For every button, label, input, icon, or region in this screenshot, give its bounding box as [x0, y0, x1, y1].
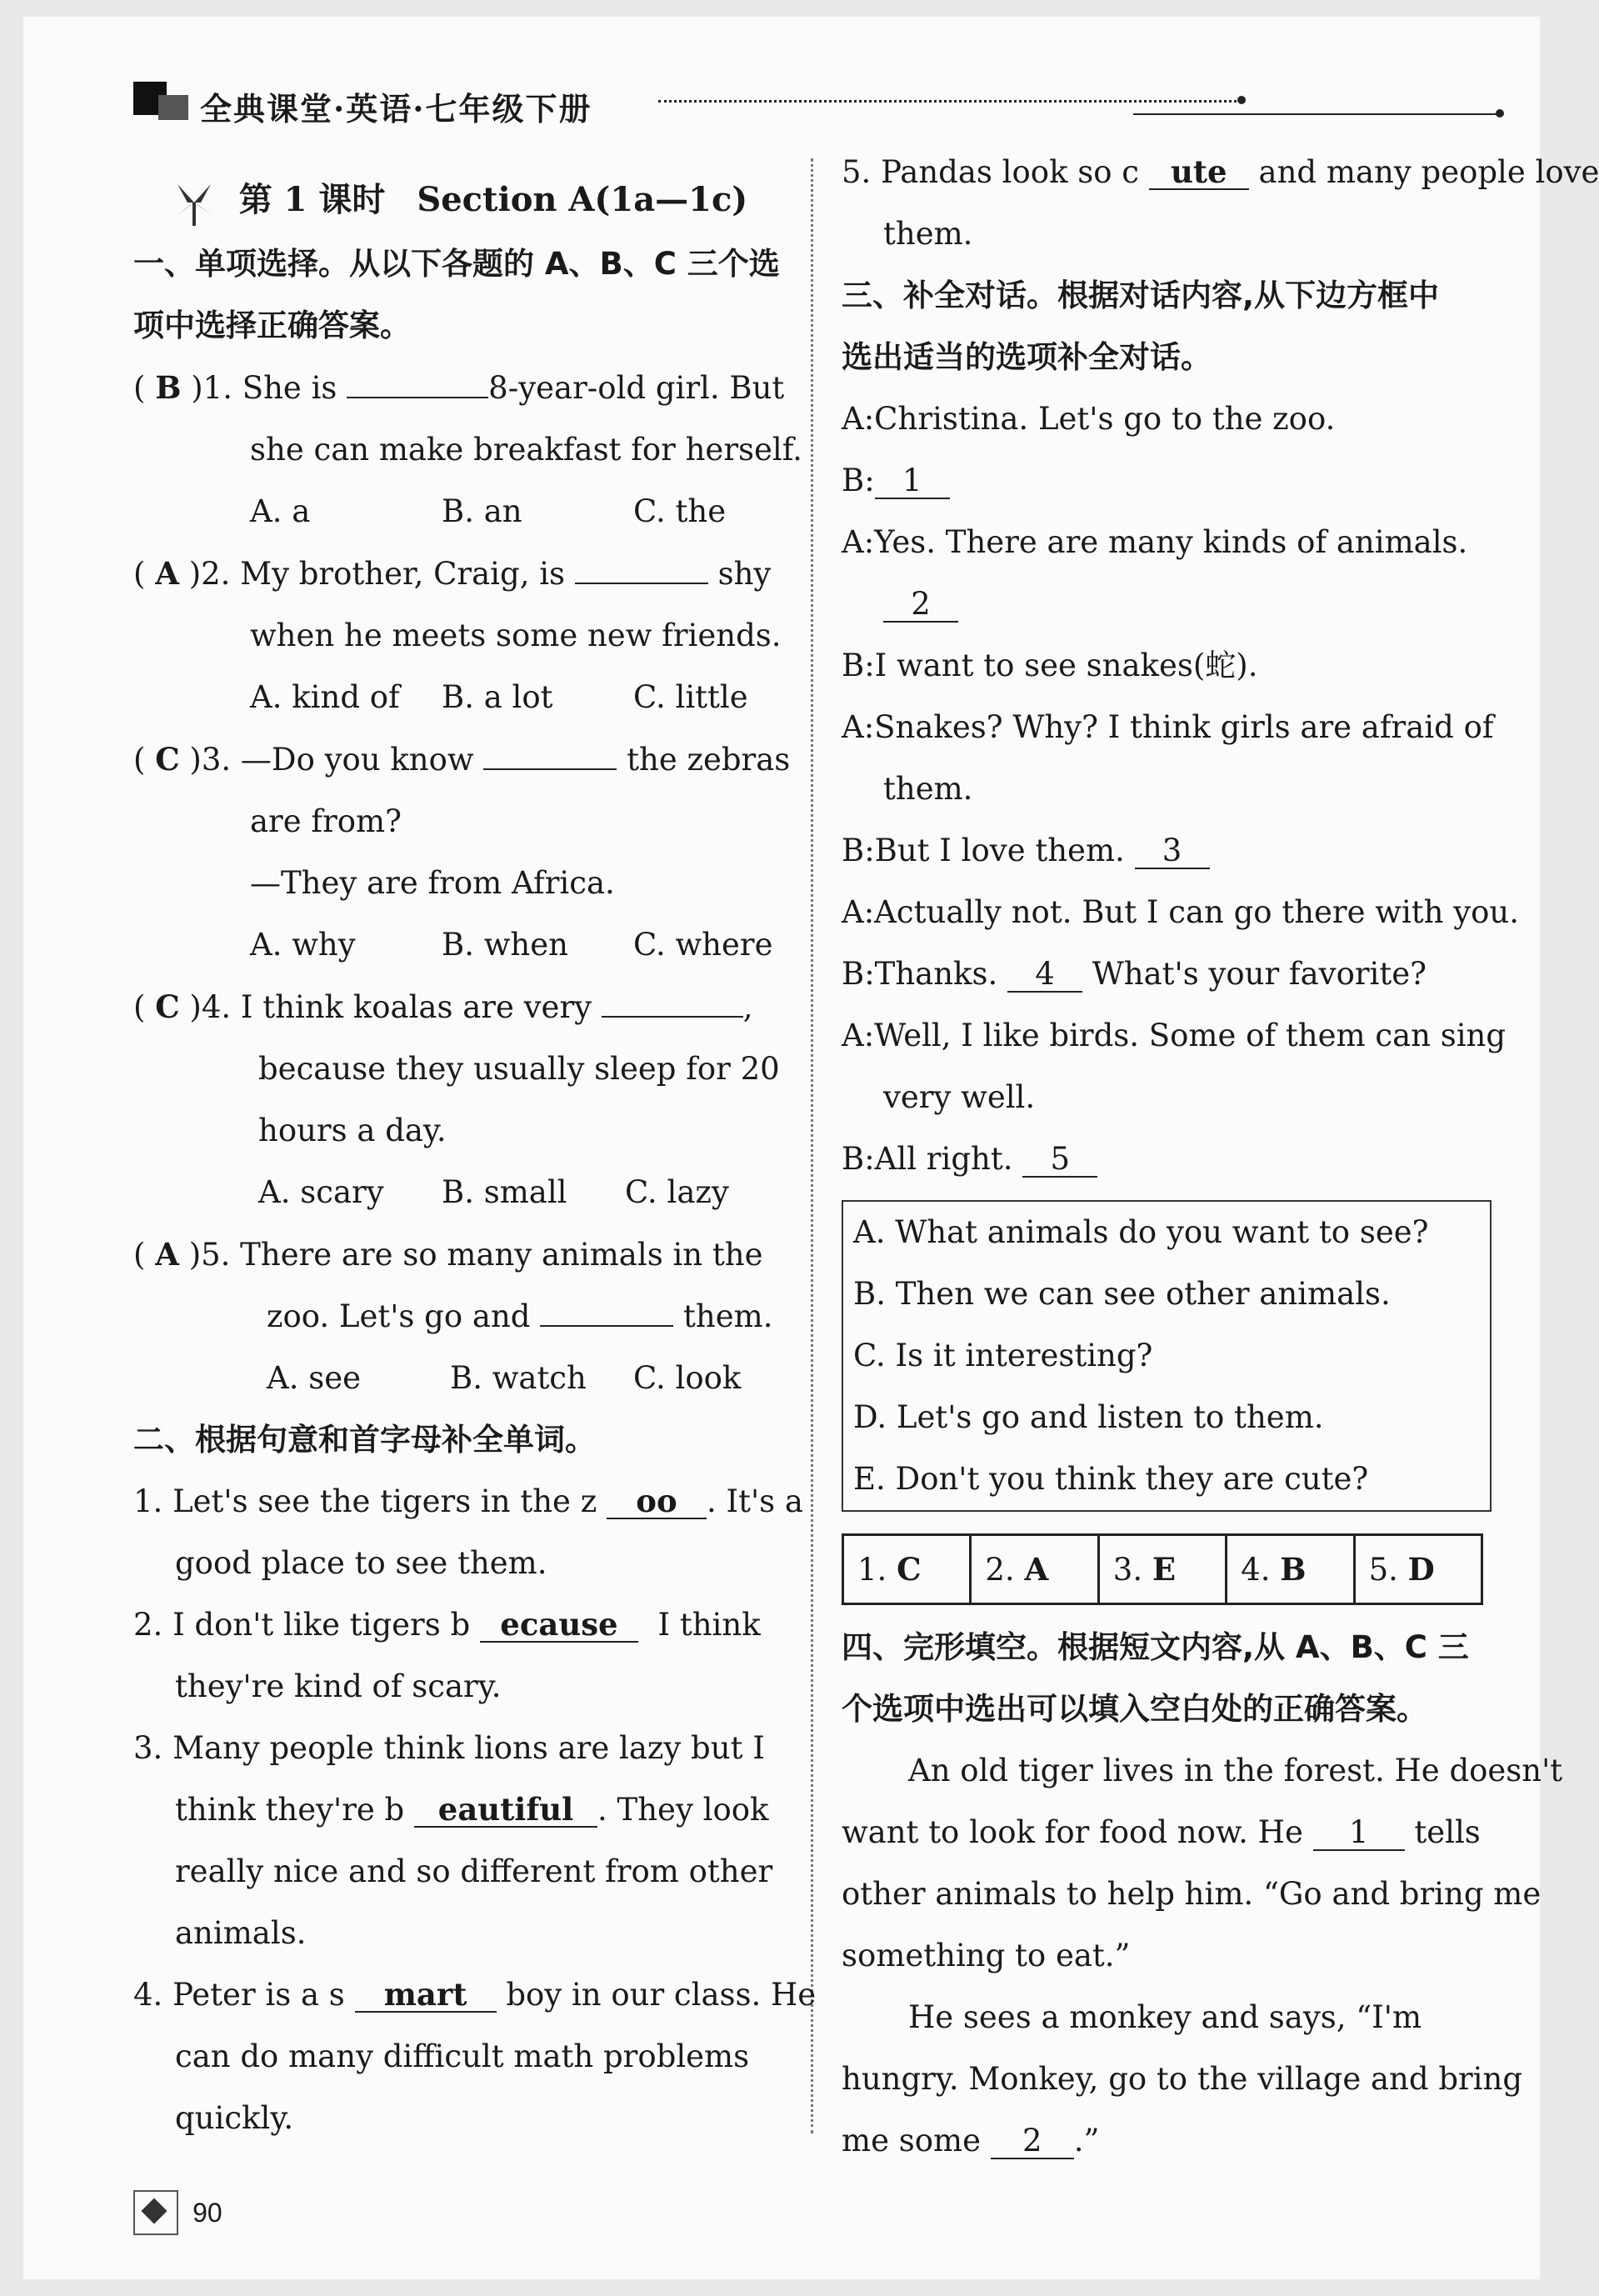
dialogue-line: very well.	[883, 1079, 1036, 1115]
dialogue-blank[interactable]: 2	[883, 588, 958, 623]
dialogue-text: B:Thanks.	[842, 956, 998, 992]
part4-heading: 四、完形填空。根据短文内容,从 A、B、C 三	[842, 1629, 1469, 1665]
options	[133, 481, 783, 543]
fill-5	[842, 142, 1599, 203]
sentence-text: I think	[657, 1607, 761, 1643]
passage-line: something to eat.”	[842, 1938, 1131, 1973]
answer-table	[842, 1533, 1483, 1605]
header-logo-mark-shadow	[158, 95, 188, 120]
part3-heading: 三、补全对话。根据对话内容,从下边方框中	[842, 278, 1440, 313]
question-text: ,	[742, 989, 753, 1025]
answer-num: 5.	[1368, 1551, 1398, 1588]
answer-blank[interactable]	[602, 1016, 743, 1018]
question-4: ( C )4. I think koalas are very ,	[133, 988, 753, 1025]
answer-mark: A	[155, 555, 179, 592]
answer-blank[interactable]	[483, 768, 617, 770]
dialogue-line	[842, 1128, 1492, 1190]
options	[133, 1162, 783, 1223]
part2-heading: 二、根据句意和首字母补全单词。	[133, 1422, 596, 1458]
header-dot	[1237, 96, 1246, 104]
sentence-text: and many people love	[1258, 154, 1599, 190]
lesson-number: 第 1 课时	[238, 180, 386, 219]
answer-val: C	[897, 1550, 922, 1588]
dialogue-text: B:But I love them.	[842, 833, 1125, 868]
passage-blank[interactable]: 1	[1313, 1816, 1405, 1851]
question-1: ( B )1. She is 8-year-old girl. But	[133, 369, 785, 406]
question-text: the zebras	[627, 742, 791, 778]
dialogue-line: them.	[883, 771, 973, 807]
dialogue-line: A:Yes. There are many kinds of animals.	[842, 524, 1468, 560]
question-text: she can make breakfast for herself.	[250, 432, 802, 468]
filled-blank[interactable]: eautiful	[414, 1793, 597, 1828]
passage-text: me some	[842, 2123, 981, 2158]
option-c: C. little	[633, 679, 748, 715]
question-text: )1. She is	[191, 370, 337, 406]
options	[133, 1348, 783, 1409]
dialogue-blank[interactable]: 5	[1022, 1143, 1097, 1178]
dialogue-line	[842, 820, 1492, 882]
page-number: 90	[192, 2197, 222, 2228]
question-text: )2. My brother, Craig, is	[188, 556, 566, 592]
header-title: 全典课堂·英语·七年级下册	[200, 90, 592, 128]
sentence-text: can do many difficult math problems	[175, 2038, 750, 2074]
answer-cell	[1354, 1535, 1482, 1604]
fill-3: 3. Many people think lions are lazy but I	[133, 1730, 765, 1766]
question-text: 8-year-old girl. But	[488, 370, 785, 406]
passage-blank[interactable]: 2	[991, 2124, 1074, 2159]
answer-mark: C	[155, 988, 180, 1025]
dialogue-line: A:Snakes? Why? I think girls are afraid of	[842, 709, 1494, 745]
option-c: C. lazy	[625, 1174, 729, 1210]
answer-val: A	[1024, 1550, 1049, 1588]
page-footer	[133, 2190, 222, 2235]
filled-blank[interactable]: oo	[607, 1484, 707, 1519]
passage-line: other animals to help him. “Go and bring me	[842, 1876, 1542, 1912]
dialogue-line	[842, 943, 1492, 1005]
answer-blank[interactable]	[575, 583, 708, 584]
flower-icon	[169, 178, 219, 228]
passage-text: want to look for food now. He	[842, 1814, 1303, 1850]
header-dotted-rule	[658, 100, 1242, 103]
question-text: zoo. Let's go and	[267, 1298, 531, 1334]
sentence-text: good place to see them.	[175, 1545, 547, 1581]
filled-blank[interactable]: ute	[1149, 155, 1249, 190]
question-text: shy	[717, 556, 772, 592]
question-5: ( A )5. There are so many animals in the	[133, 1236, 763, 1273]
option-a: A. a	[250, 493, 311, 529]
option-a: A. see	[267, 1360, 362, 1396]
part1-heading-cont: 项中选择正确答案。	[133, 308, 411, 343]
header-solid-rule	[1133, 113, 1500, 115]
answer-mark: B	[155, 369, 182, 406]
part4-heading-cont: 个选项中选出可以填入空白处的正确答案。	[842, 1691, 1427, 1727]
answer-val: B	[1280, 1550, 1307, 1588]
option-c: C. the	[633, 493, 727, 529]
dialogue-line	[842, 450, 1492, 512]
lesson-title	[133, 167, 783, 233]
answer-blank[interactable]	[347, 397, 488, 398]
sentence-text	[133, 1779, 783, 1841]
right-column	[842, 142, 1599, 2172]
question-text: —They are from Africa.	[250, 865, 615, 901]
column-divider	[811, 158, 813, 2133]
dialogue-line	[842, 573, 1492, 635]
option-a: A. why	[250, 927, 356, 963]
passage-line	[842, 1802, 1492, 1863]
sentence-text: 1. Let's see the tigers in the z	[133, 1483, 597, 1519]
fill-1	[133, 1471, 803, 1533]
sentence-text: 2. I don't like tigers b	[133, 1607, 471, 1643]
question-text: them.	[683, 1298, 773, 1334]
answer-cell	[1227, 1535, 1354, 1604]
question-3: ( C )3. —Do you know the zebras	[133, 741, 791, 778]
page-header	[108, 65, 1425, 132]
sentence-text: boy in our class. He	[506, 1977, 817, 2013]
answer-mark: C	[155, 741, 180, 778]
answer-num: 4.	[1241, 1551, 1271, 1588]
option-a: A. kind of	[250, 679, 400, 715]
question-text: )5. There are so many animals in the	[188, 1237, 763, 1273]
part1-heading: 一、单项选择。从以下各题的 A、B、C 三个选	[133, 246, 780, 282]
option-c: C. look	[633, 1360, 742, 1396]
question-text: when he meets some new friends.	[250, 618, 782, 653]
fill-2	[133, 1594, 783, 1656]
options	[133, 667, 783, 728]
dialogue-text: B:	[842, 463, 875, 498]
answer-blank[interactable]	[540, 1325, 673, 1327]
question-2: ( A )2. My brother, Craig, is shy	[133, 555, 772, 592]
box-option-e: E. Don't you think they are cute?	[853, 1461, 1369, 1497]
sentence-text: quickly.	[175, 2100, 294, 2136]
passage-line	[842, 2110, 1492, 2172]
sentence-text: they're kind of scary.	[175, 1668, 502, 1704]
dialogue-line: A:Well, I like birds. Some of them can sing	[842, 1018, 1507, 1053]
box-option-a: A. What animals do you want to see?	[853, 1214, 1429, 1250]
question-text: because they usually sleep for 20	[258, 1051, 780, 1087]
question-text: )4. I think koalas are very	[189, 989, 592, 1025]
option-b: B. a lot	[442, 679, 553, 715]
sentence-text: . They look	[597, 1792, 769, 1828]
dialogue-line: A:Christina. Let's go to the zoo.	[842, 401, 1336, 437]
box-option-d: D. Let's go and listen to them.	[853, 1399, 1324, 1435]
sentence-text: animals.	[175, 1915, 307, 1951]
answer-mark: A	[155, 1236, 179, 1273]
filled-blank[interactable]: mart	[355, 1978, 497, 2013]
sentence-text: them.	[883, 216, 973, 252]
option-c: C. where	[633, 927, 773, 963]
passage-text: tells	[1414, 1814, 1481, 1850]
answer-cell	[1098, 1535, 1226, 1604]
options-box	[842, 1200, 1492, 1512]
question-text: hours a day.	[258, 1113, 447, 1148]
passage-text: .”	[1073, 2123, 1100, 2158]
question-text: )3. —Do you know	[189, 742, 474, 778]
passage-line: An old tiger lives in the forest. He doesn't	[908, 1753, 1563, 1788]
sentence-text: think they're b	[175, 1792, 405, 1828]
option-b: B. watch	[450, 1360, 587, 1396]
dialogue-text: What's your favorite?	[1092, 956, 1427, 992]
box-option-c: C. Is it interesting?	[853, 1338, 1153, 1373]
dialogue-blank[interactable]: 4	[1007, 958, 1082, 993]
answer-cell	[843, 1535, 971, 1604]
diamond-icon	[133, 2190, 178, 2235]
dialogue-blank[interactable]: 3	[1135, 834, 1210, 869]
answer-val: D	[1407, 1550, 1435, 1588]
option-b: B. when	[442, 927, 568, 963]
answer-val: E	[1152, 1550, 1177, 1588]
box-option-b: B. Then we can see other animals.	[853, 1276, 1391, 1312]
question-text	[133, 1286, 783, 1348]
left-column	[133, 167, 817, 2149]
dialogue-text: B:All right.	[842, 1141, 1013, 1177]
dialogue-line: B:I want to see snakes(蛇).	[842, 648, 1258, 683]
fill-4	[133, 1964, 817, 2026]
sentence-text: really nice and so different from other	[175, 1853, 773, 1889]
passage-line: hungry. Monkey, go to the village and bring	[842, 2061, 1523, 2097]
answer-num: 1.	[857, 1551, 887, 1588]
part3-heading-cont: 选出适当的选项补全对话。	[842, 339, 1212, 375]
dialogue-line: A:Actually not. But I can go there with you.	[842, 894, 1520, 930]
answer-num: 3.	[1112, 1551, 1143, 1588]
lesson-section: Section A(1a—1c)	[417, 180, 748, 219]
filled-blank[interactable]: ecause	[480, 1608, 638, 1643]
header-dot	[1496, 109, 1504, 118]
question-text: are from?	[250, 803, 402, 839]
dialogue-blank[interactable]: 1	[875, 464, 950, 499]
sentence-text: 4. Peter is a s	[133, 1977, 345, 2013]
option-b: B. an	[442, 493, 522, 529]
option-b: B. small	[442, 1174, 567, 1210]
passage-line: He sees a monkey and says, “I'm	[908, 1999, 1422, 2035]
options	[133, 914, 783, 976]
sentence-text: . It's a	[706, 1483, 803, 1519]
sentence-text: 5. Pandas look so c	[842, 154, 1139, 190]
answer-num: 2.	[985, 1551, 1015, 1588]
answer-cell	[971, 1535, 1098, 1604]
option-a: A. scary	[258, 1174, 384, 1210]
